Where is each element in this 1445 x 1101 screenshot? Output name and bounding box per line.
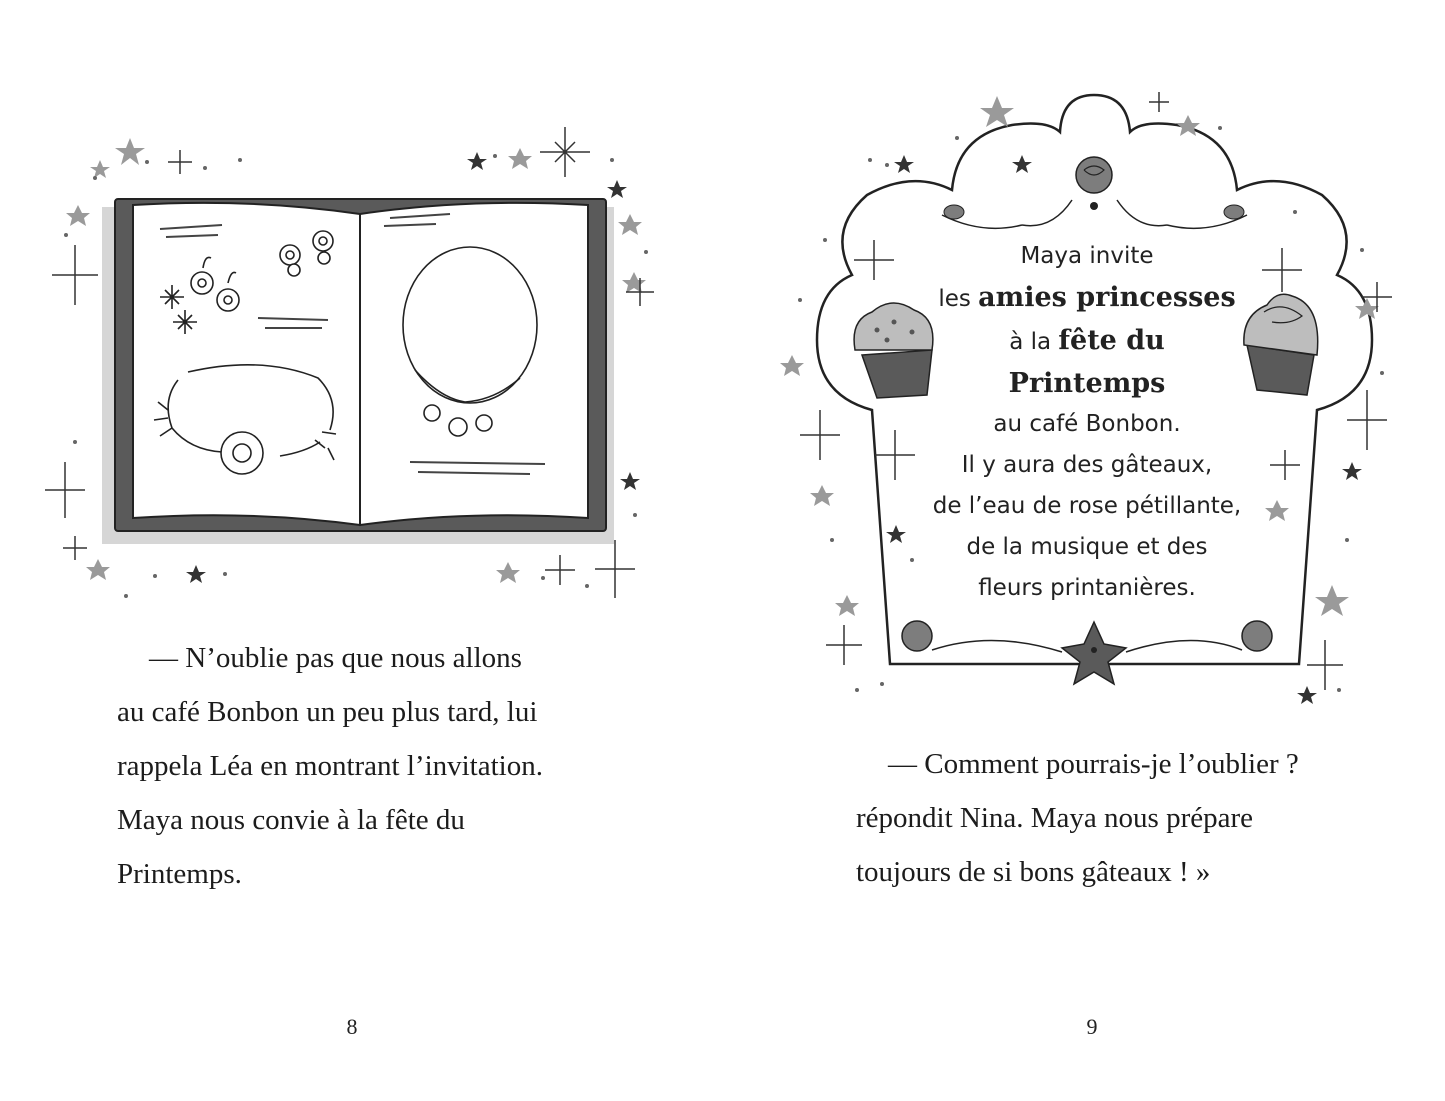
right-page — [722, 0, 1444, 1101]
invite-line: les amies princesses — [938, 282, 1236, 313]
right-paragraph — [856, 737, 1299, 899]
invite-line: Il y aura des gâteaux, — [961, 452, 1213, 478]
invite-line: Maya invite — [1020, 243, 1154, 269]
invitation-text — [917, 236, 1257, 609]
left-paragraph — [117, 631, 543, 901]
invite-line: Printemps — [1008, 368, 1166, 399]
page-number: 9 — [1086, 1014, 1098, 1039]
text-line: — Comment pourrais-je l’oublier ? — [888, 748, 1299, 780]
invite-line: à la fête du — [1009, 325, 1165, 356]
page-number: 8 — [346, 1014, 358, 1039]
text-line: répondit Nina. Maya nous prépare — [856, 802, 1254, 834]
text-line: — N’oublie pas que nous allons — [149, 642, 522, 674]
left-page — [0, 0, 722, 1101]
jewelry-book-illustration — [0, 0, 722, 620]
text-line: Printemps. — [117, 858, 242, 890]
text-line: rappela Léa en montrant l’invitation. — [117, 750, 543, 782]
invite-line: au café Bonbon. — [993, 411, 1181, 437]
invite-line: fleurs printanières. — [978, 575, 1196, 601]
text-line: Maya nous convie à la fête du — [117, 804, 465, 836]
book-page-right — [360, 203, 588, 525]
invite-line: de l’eau de rose pétillante, — [932, 493, 1242, 519]
text-line: au café Bonbon un peu plus tard, lui — [117, 696, 538, 728]
text-line: toujours de si bons gâteaux ! » — [856, 856, 1211, 888]
invite-line: de la musique et des — [966, 534, 1208, 560]
